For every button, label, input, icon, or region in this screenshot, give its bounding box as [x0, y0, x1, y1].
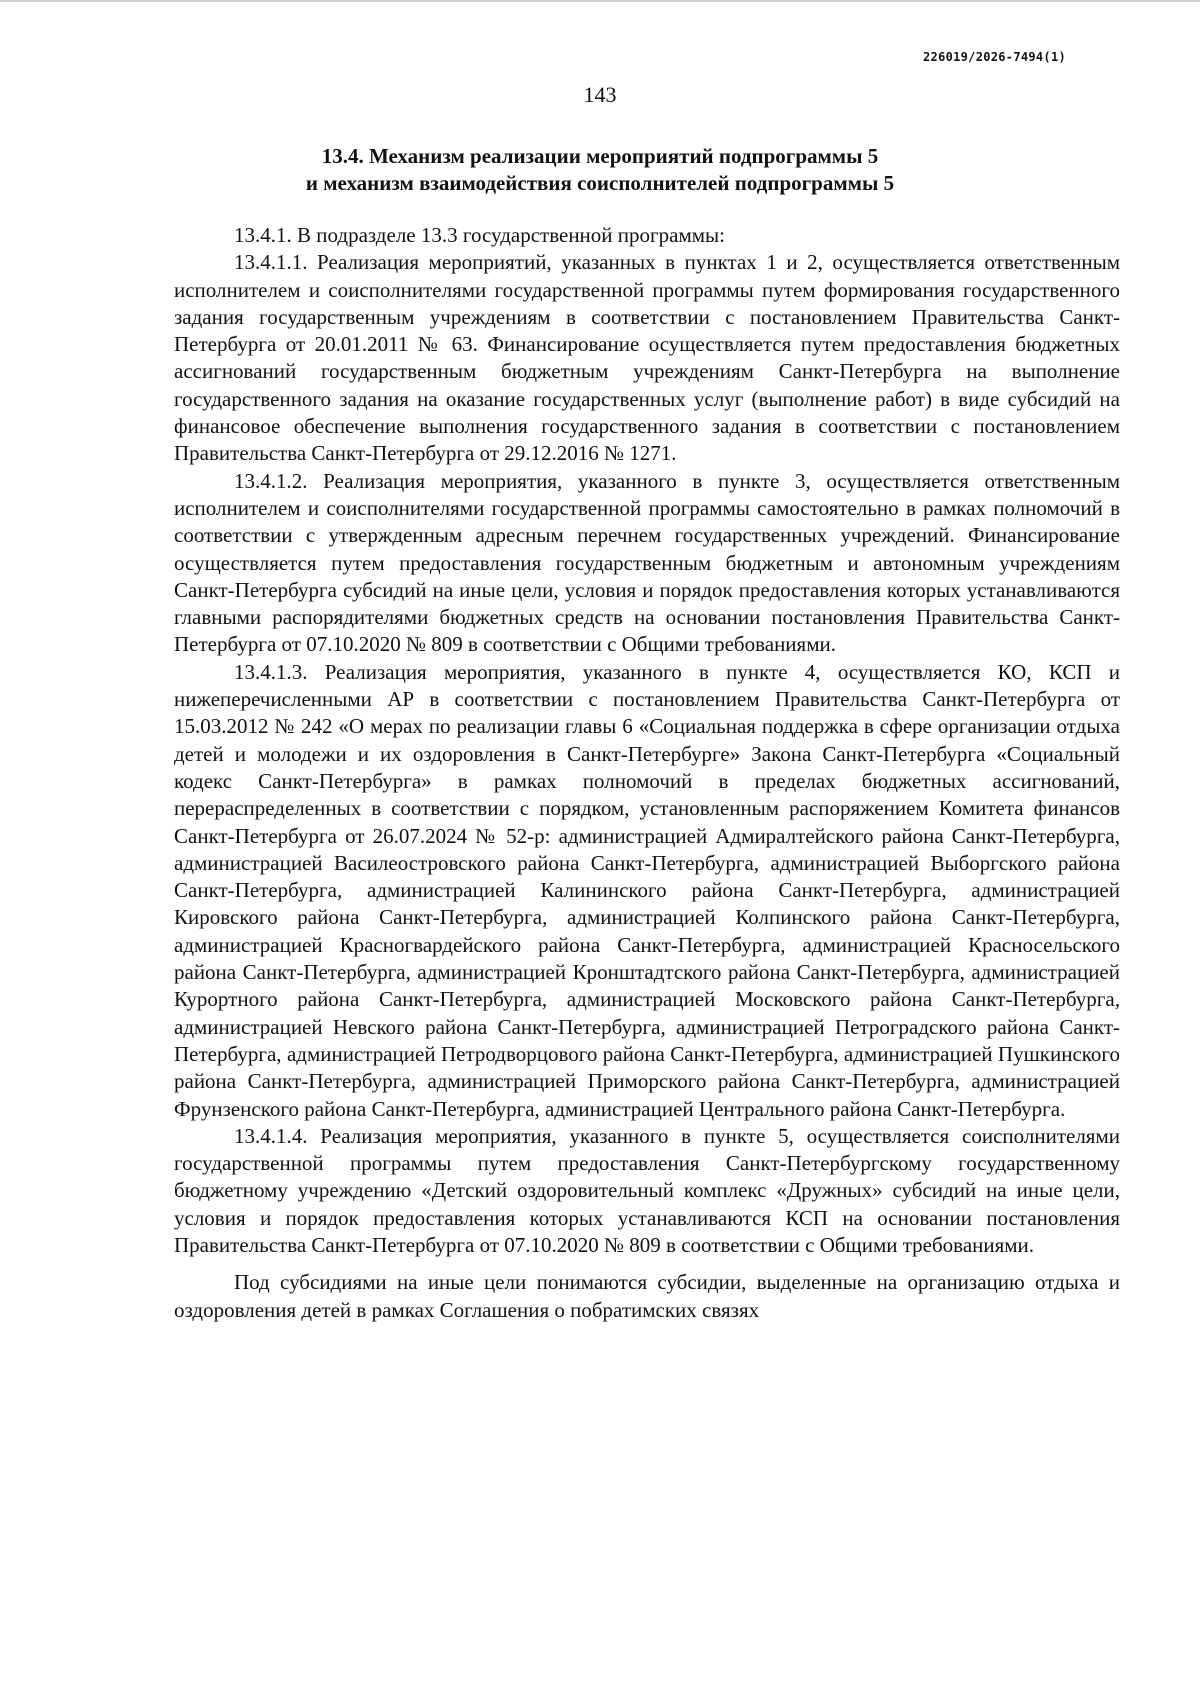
paragraph-13-4-1-2: 13.4.1.2. Реализация мероприятия, указанного в пункте 3, осуществляется ответственным исполнителем и соисполнителями государственной программы самостоятельно в рамках полномочий в соответствии с утвержденным адресным перечнем государственных учреждений. Финансирование осуществляется путем предоставления государственным бюджетным и автономным учреждениям Санкт-Петербурга субсидий на иные цели, условия и порядок предоставления которых устанавливаются главными распорядителями бюджетных средств на основании постановления Правительства Санкт-Петербурга от 07.10.2020 № 809 в соответствии с Общими требованиями. — [174, 468, 1120, 657]
paragraph-subsidies-definition: Под субсидиями на иные цели понимаются субсидии, выделенные на организацию отдыха и оздоровления детей в рамках Соглашения о побратимских связях — [174, 1270, 1120, 1322]
document-body — [174, 222, 1120, 1324]
section-heading — [170, 143, 1030, 197]
section-heading-line-1: 13.4. Механизм реализации мероприятий подпрограммы 5 — [321, 144, 879, 168]
scan-top-edge — [0, 0, 1200, 2]
document-registration-number: 226019/2026-7494(1) — [923, 50, 1066, 64]
paragraph-13-4-1-1: 13.4.1.1. Реализация мероприятий, указанных в пунктах 1 и 2, осуществляется ответственным исполнителем и соисполнителями государственной программы путем формирования государственного задания государственным учреждениям в соответствии с постановлением Правительства Санкт-Петербурга от 20.01.2011 № 63. Финансирование осуществляется путем предоставления бюджетных ассигнований государственным бюджетным учреждениям Санкт-Петербурга на выполнение государственного задания на оказание государственных услуг (выполнение работ) в виде субсидий на финансовое обеспечение выполнения государственного задания в соответствии с постановлением Правительства Санкт-Петербурга от 29.12.2016 № 1271. — [174, 250, 1120, 466]
page-number: 143 — [583, 82, 617, 107]
paragraph-13-4-1: 13.4.1. В подразделе 13.3 государственной программы: — [234, 223, 725, 247]
paragraph-13-4-1-3: 13.4.1.3. Реализация мероприятия, указанного в пункте 4, осуществляется КО, КСП и нижеперечисленными АР в соответствии с постановлением Правительства Санкт-Петербурга от 15.03.2012 № 242 «О мерах по реализации главы 6 «Социальная поддержка в сфере организации отдыха детей и молодежи и их оздоровления в Санкт-Петербурге» Закона Санкт-Петербурга «Социальный кодекс Санкт-Петербурга» в рамках полномочий в пределах бюджетных ассигнований, перераспределенных в соответствии с порядком, установленным распоряжением Комитета финансов Санкт-Петербурга от 26.07.2024 № 52-р: администрацией Адмиралтейского района Санкт-Петербурга, администрацией Василеостровского района Санкт-Петербурга, администрацией Выборгского района Санкт-Петербурга, администрацией Калининского района Санкт-Петербурга, администрацией Кировского района Санкт-Петербурга, администрацией Колпинского района Санкт-Петербурга, администрацией Красногвардейского района Санкт-Петербурга, администрацией Красносельского района Санкт-Петербурга, администрацией Кронштадтского района Санкт-Петербурга, администрацией Курортного района Санкт-Петербурга, администрацией Московского района Санкт-Петербурга, администрацией Невского района Санкт-Петербурга, администрацией Петроградского района Санкт-Петербурга, администрацией Петродворцового района Санкт-Петербурга, администрацией Пушкинского района Санкт-Петербурга, администрацией Приморского района Санкт-Петербурга, администрацией Фрунзенского района Санкт-Петербурга, администрацией Центрального района Санкт-Петербурга. — [174, 659, 1120, 1121]
paragraph-13-4-1-4: 13.4.1.4. Реализация мероприятия, указанного в пункте 5, осуществляется соисполнителями государственной программы путем предоставления Санкт-Петербургскому государственному бюджетному учреждению «Детский оздоровительный комплекс «Дружных» субсидий на иные цели, условия и порядок предоставления которых устанавливаются КСП на основании постановления Правительства Санкт-Петербурга от 07.10.2020 № 809 в соответствии с Общими требованиями. — [174, 1123, 1120, 1257]
section-heading-line-2: и механизм взаимодействия соисполнителей подпрограммы 5 — [305, 171, 895, 195]
